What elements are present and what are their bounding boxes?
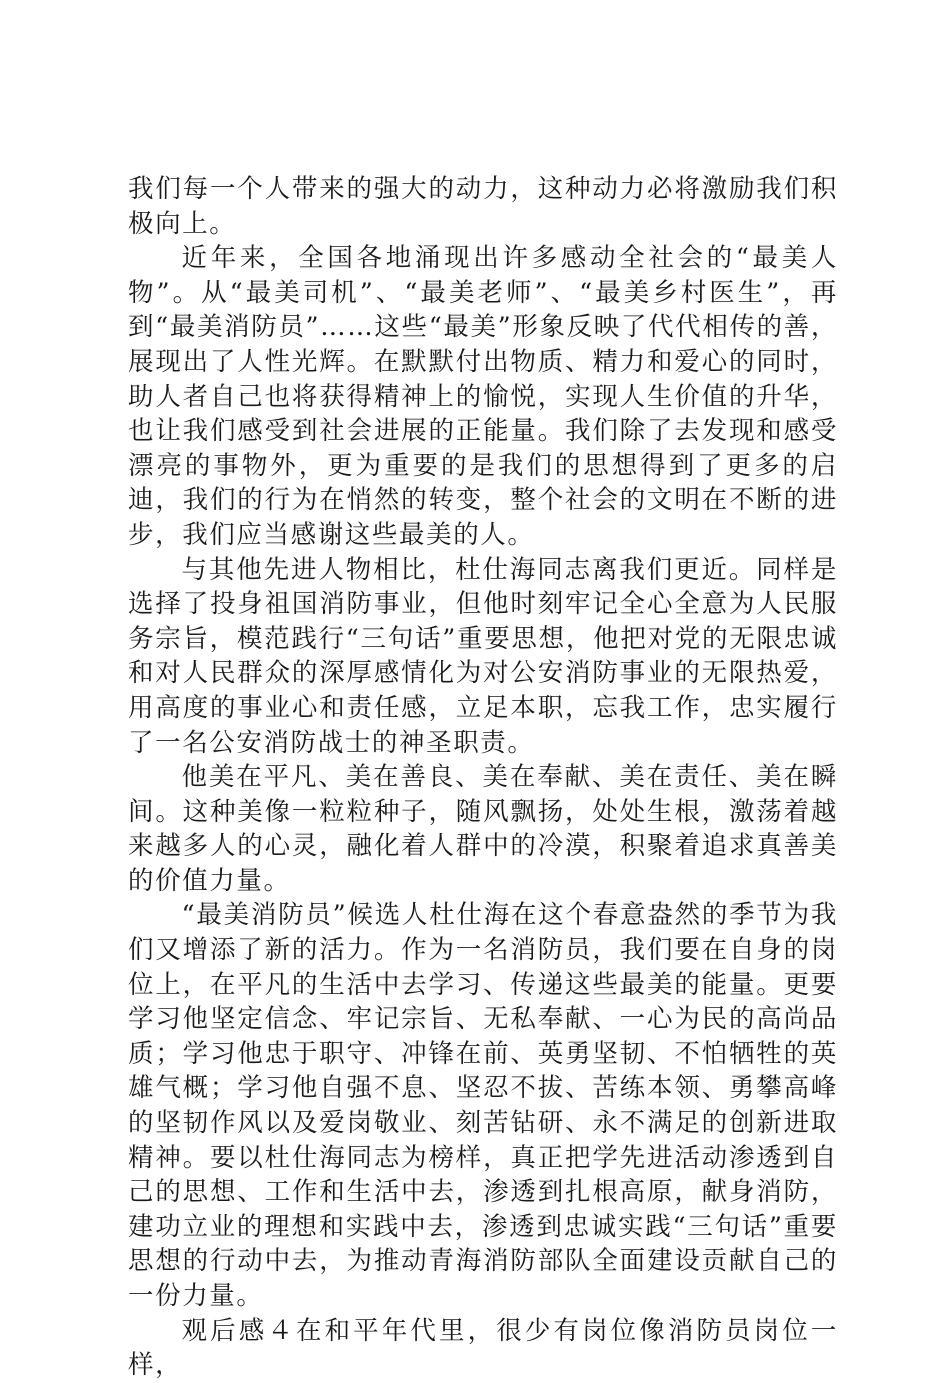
paragraph-du-shihai: 与其他先进人物相比，杜仕海同志离我们更近。同样是选择了投身祖国消防事业，但他时刻牢记全心全意为人民服务宗旨，模范践行“三句话”重要思想，他把对党的无限忠诚和对人民群众的深厚感情化为对公安消防事业的无限热爱，用高度的事业心和责任感，立足本职，忘我工作，忠实履行了一名公安消防战士的神圣职责。 — [128, 554, 838, 758]
document-body — [128, 172, 838, 1383]
paragraph-reflection-4: 观后感４在和平年代里，很少有岗位像消防员岗位一样， — [128, 1315, 838, 1381]
paragraph-candidate: “最美消防员”候选人杜仕海在这个春意盎然的季节为我们又增添了新的活力。作为一名消防员，我们要在自身的岗位上，在平凡的生活中去学习、传递这些最美的能量。更要学习他坚定信念、牢记宗旨、无私奉献、一心为民的高尚品质；学习他忠于职守、冲锋在前、英勇坚韧、不怕牺牲的英雄气概；学习他自强不息、坚忍不拔、苦练本领、勇攀高峰的坚韧作风以及爱岗敬业、刻苦钻研、永不满足的创新进取精神。要以杜仕海同志为榜样，真正把学先进活动渗透到自己的思想、工作和生活中去，渗透到扎根高原，献身消防，建功立业的理想和实践中去，渗透到忠诚实践“三句话”重要思想的行动中去，为推动青海消防部队全面建设贡献自己的一份力量。 — [128, 900, 838, 1311]
paragraph-most-beautiful-people: 近年来，全国各地涌现出许多感动全社会的“最美人物”。从“最美司机”、“最美老师”、“最美乡村医生”，再到“最美消防员”……这些“最美”形象反映了代代相传的善，展现出了人性光辉。在默默付出物质、精力和爱心的同时，助人者自己也将获得精神上的愉悦，实现人生价值的升华，也让我们感受到社会进展的正能量。我们除了去发现和感受漂亮的事物外，更为重要的是我们的思想得到了更多的启迪，我们的行为在悄然的转变，整个社会的文明在不断的进步，我们应当感谢这些最美的人。 — [128, 243, 838, 550]
paragraph-continuation: 我们每一个人带来的强大的动力，这种动力必将激励我们积极向上。 — [128, 174, 838, 239]
paragraph-beauty: 他美在平凡、美在善良、美在奉献、美在责任、美在瞬间。这种美像一粒粒种子，随风飘扬，处处生根，激荡着越来越多人的心灵，融化着人群中的冷漠，积聚着追求真善美的价值力量。 — [128, 762, 838, 896]
